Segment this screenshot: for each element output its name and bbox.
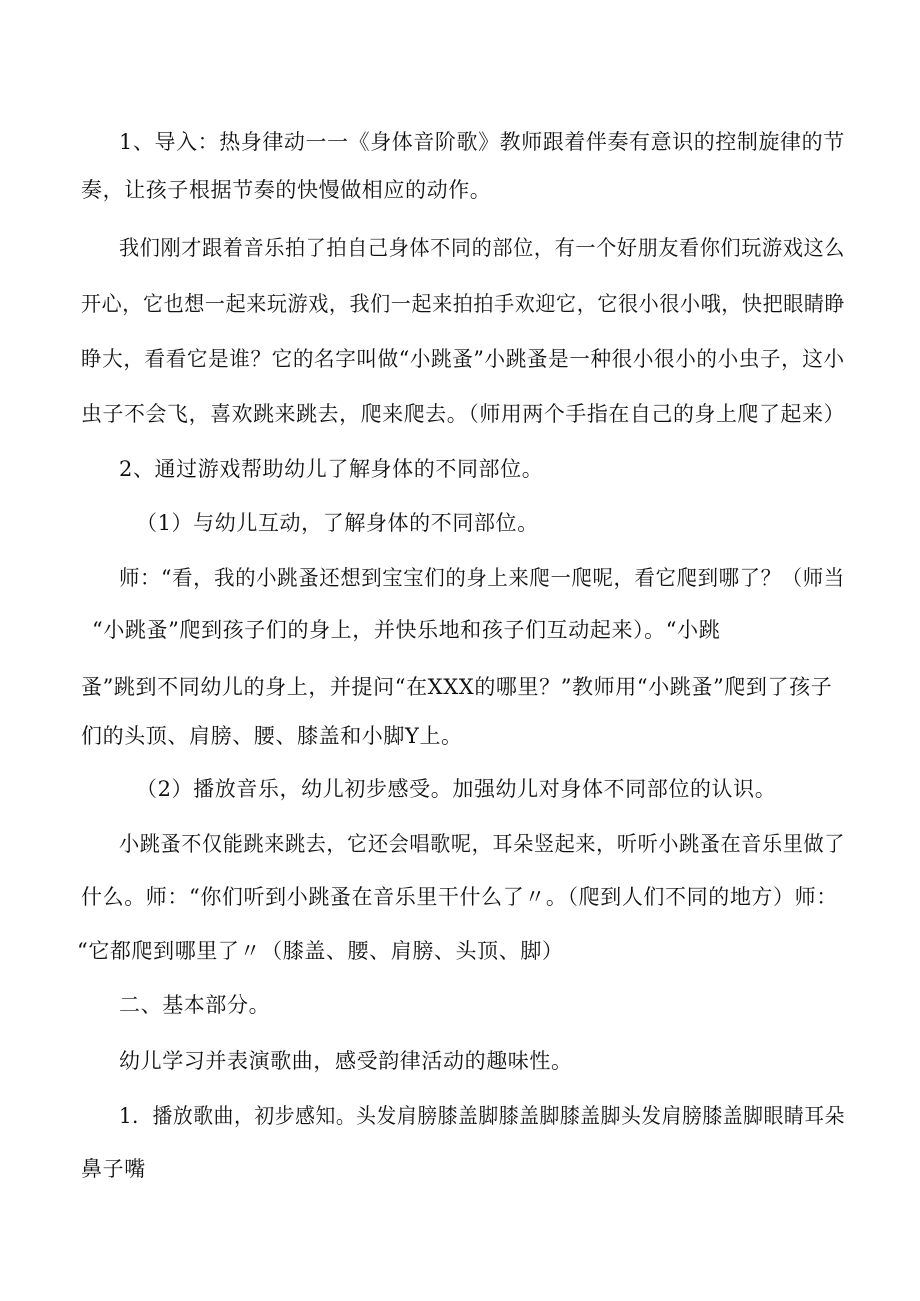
- paragraph-line: “小跳蚤”爬到孩子们的身上，并快乐地和孩子们互动起来）。“小跳: [92, 618, 721, 642]
- paragraph-line: 什么。师：“你们听到小跳蚤在音乐里干什么了〃。（爬到人们不同的地方）师：: [81, 885, 838, 909]
- paragraph-line: 虫子不会飞，喜欢跳来跳去，爬来爬去。（师用两个手指在自己的身上爬了起来）: [81, 402, 846, 426]
- paragraph-line: 开心，它也想一起来玩游戏，我们一起来拍拍手欢迎它，它很小很小哦，快把眼睛睁: [81, 292, 846, 316]
- paragraph-line: 睁大，看看它是谁？它的名字叫做“小跳蚤”小跳蚤是一种很小很小的小虫子，这小: [81, 347, 845, 371]
- paragraph-line: 们的头顶、肩膀、腰、膝盖和小脚Y上。: [81, 724, 463, 748]
- subsection-heading: （2）播放音乐，幼儿初步感受。加强幼儿对身体不同部位的认识。: [136, 777, 777, 801]
- paragraph-line: 1、导入：热身律动一一《身体音阶歌》教师跟着伴奏有意识的控制旋律的节: [119, 130, 845, 154]
- section-heading: 二、基本部分。: [119, 993, 271, 1017]
- paragraph-line: 师：“看，我的小跳蚤还想到宝宝们的身上来爬一爬呢，看它爬到哪了？（师当: [119, 566, 845, 590]
- subsection-heading: （1）与幼儿互动，了解身体的不同部位。: [136, 511, 539, 535]
- paragraph-line: 鼻子嘴: [81, 1157, 146, 1181]
- paragraph-line: 1．播放歌曲，初步感知。头发肩膀膝盖脚膝盖脚膝盖脚头发肩膀膝盖脚眼睛耳朵: [119, 1104, 845, 1128]
- paragraph-line: “它都爬到哪里了〃（膝盖、腰、肩膀、头顶、脚）: [77, 939, 564, 963]
- paragraph-line: 我们刚才跟着音乐拍了拍自己身体不同的部位，有一个好朋友看你们玩游戏这么: [119, 236, 845, 260]
- paragraph-line: 小跳蚤不仅能跳来跳去，它还会唱歌呢，耳朵竖起来，听听小跳蚤在音乐里做了: [119, 832, 845, 856]
- paragraph-line: 奏，让孩子根据节奏的快慢做相应的动作。: [81, 178, 492, 202]
- paragraph-line: 蚤”跳到不同幼儿的身上，并提问“在XXX的哪里？”教师用“小跳蚤”爬到了孩子: [81, 675, 833, 699]
- section-heading: 2、通过游戏帮助幼儿了解身体的不同部位。: [119, 457, 544, 481]
- paragraph-line: 幼儿学习并表演歌曲，感受韵律活动的趣味性。: [119, 1049, 573, 1073]
